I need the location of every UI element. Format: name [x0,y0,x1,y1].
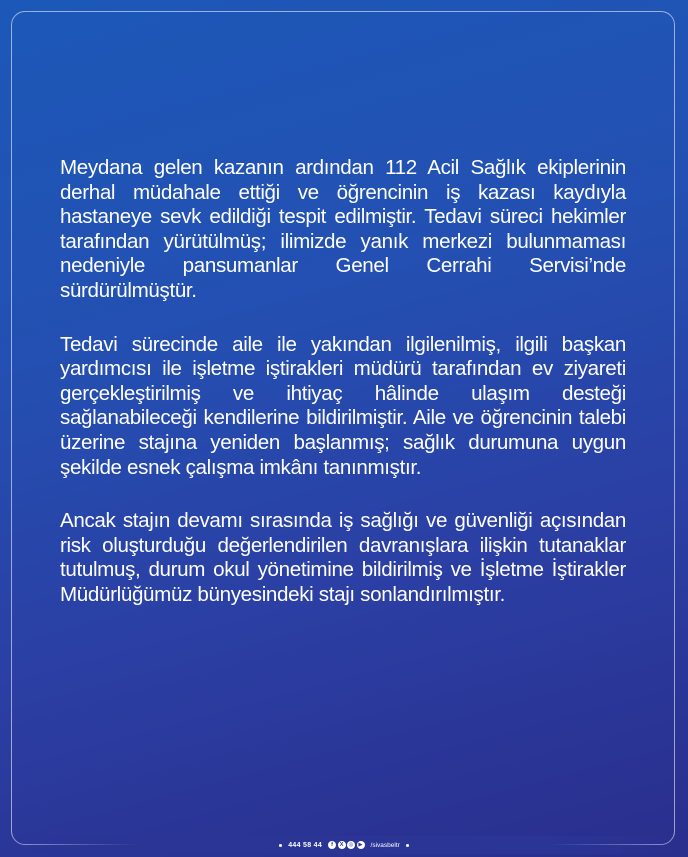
facebook-icon[interactable]: f [328,841,336,849]
statement-body [60,156,626,637]
x-icon[interactable]: X [338,841,346,849]
paragraph-1: Meydana gelen kazanın ardından 112 Acil Sağlık ekiplerinin derhal müdahale ettiği ve öğrencinin iş kazası kaydıyla hastaneye sevk edildiği tespit edilmiştir. Tedavi süreci hekimler tarafından yürütülmüş; ilimizde yanık merkezi bulunmaması nedeniyle pansumanlar Genel Cerrahi Servisi’nde sürdürülmüştür. [60,156,626,302]
paragraph-2: Tedavi sürecinde aile ile yakından ilgilenilmiş, ilgili başkan yardımcısı ile işletme iştirakleri müdürü tarafından ev ziyareti gerçekleştirilmiş ve ihtiyaç hâlinde ulaşım desteği sağlanabileceği kendilerine bildirilmiştir. Aile ve öğrencinin talebi üzerine stajına yeniden başlanmış; sağlık durumuna uygun şekilde esnek çalışma imkânı tanınmıştır. [60,332,626,479]
social-icons [328,841,365,849]
footer-dot-right [406,844,409,847]
instagram-icon[interactable]: ◎ [348,842,354,848]
paragraph-3: Ancak stajın devamı sırasında iş sağlığı ve güvenliği açısından risk oluşturduğu değerlendirilen davranışlara ilişkin tutanaklar tutulmuş, durum okul yönetimine bildirilmiş ve İşletme İştirakler Müdürlüğümüz bünyesindeki stajı sonlandırılmıştır. [60,509,626,606]
footer-phone: 444 58 44 [288,841,323,849]
footer-handle: /sivasbeltr [370,841,400,849]
youtube-icon[interactable]: ▶ [358,842,363,848]
footer-dot-left [279,844,282,847]
footer-bar [0,836,688,854]
